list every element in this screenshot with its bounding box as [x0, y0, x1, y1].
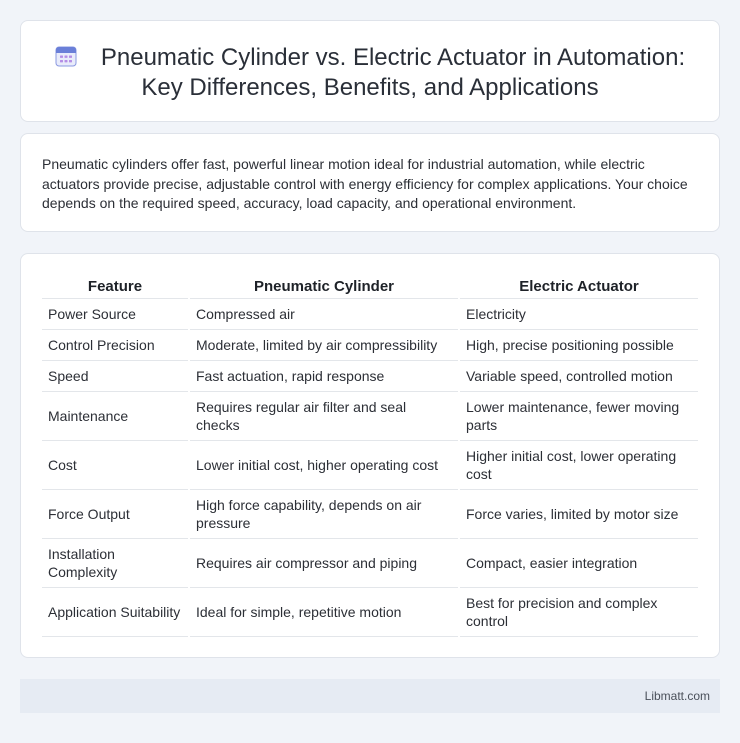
- table-header-row: [42, 275, 698, 298]
- header-pneumatic: Pneumatic Cylinder: [189, 275, 459, 298]
- footer-brand-link[interactable]: Libmatt.com: [644, 689, 710, 703]
- feature-cell: Control Precision: [42, 329, 189, 360]
- feature-cell: Power Source: [42, 298, 189, 329]
- table-row: [42, 440, 698, 489]
- electric-cell: High, precise positioning possible: [459, 329, 698, 360]
- feature-cell: Speed: [42, 360, 189, 391]
- pneumatic-cell: Requires air compressor and piping: [189, 538, 459, 587]
- feature-cell: Maintenance: [42, 391, 189, 440]
- title-card: [20, 20, 720, 122]
- pneumatic-cell: Lower initial cost, higher operating cost: [189, 440, 459, 489]
- comparison-table: [42, 275, 698, 637]
- table-row: [42, 329, 698, 360]
- summary-card: [20, 133, 720, 232]
- pneumatic-cell: Compressed air: [189, 298, 459, 329]
- title-line-2: Key Differences, Benefits, and Applications: [141, 74, 599, 101]
- pneumatic-cell: Requires regular air filter and seal checks: [189, 391, 459, 440]
- electric-cell: Variable speed, controlled motion: [459, 360, 698, 391]
- feature-cell: Force Output: [42, 489, 189, 538]
- table-row: [42, 298, 698, 329]
- electric-cell: Electricity: [459, 298, 698, 329]
- header-electric: Electric Actuator: [459, 275, 698, 298]
- summary-text: Pneumatic cylinders offer fast, powerful linear motion ideal for industrial automation, while electric actuators provide precise, adjustable control with energy efficiency for complex applications. Your choice depends on the required speed, accuracy, load capacity, and operational environment.: [42, 156, 688, 211]
- calendar-icon: [55, 45, 77, 67]
- electric-cell: Compact, easier integration: [459, 538, 698, 587]
- pneumatic-cell: High force capability, depends on air pressure: [189, 489, 459, 538]
- table-row: [42, 360, 698, 391]
- title-line-1: Pneumatic Cylinder vs. Electric Actuator in Automation:: [100, 44, 686, 71]
- electric-cell: Best for precision and complex control: [459, 587, 698, 636]
- page-title: [21, 43, 719, 103]
- electric-cell: Higher initial cost, lower operating cost: [459, 440, 698, 489]
- table-row: [42, 489, 698, 538]
- pneumatic-cell: Moderate, limited by air compressibility: [189, 329, 459, 360]
- table-row: [42, 538, 698, 587]
- pneumatic-cell: Fast actuation, rapid response: [189, 360, 459, 391]
- electric-cell: Force varies, limited by motor size: [459, 489, 698, 538]
- footer: [20, 679, 720, 713]
- header-feature: Feature: [42, 275, 189, 298]
- feature-cell: Application Suitability: [42, 587, 189, 636]
- comparison-card: [20, 253, 720, 658]
- feature-cell: Installation Complexity: [42, 538, 189, 587]
- table-row: [42, 587, 698, 636]
- table-row: [42, 391, 698, 440]
- pneumatic-cell: Ideal for simple, repetitive motion: [189, 587, 459, 636]
- electric-cell: Lower maintenance, fewer moving parts: [459, 391, 698, 440]
- feature-cell: Cost: [42, 440, 189, 489]
